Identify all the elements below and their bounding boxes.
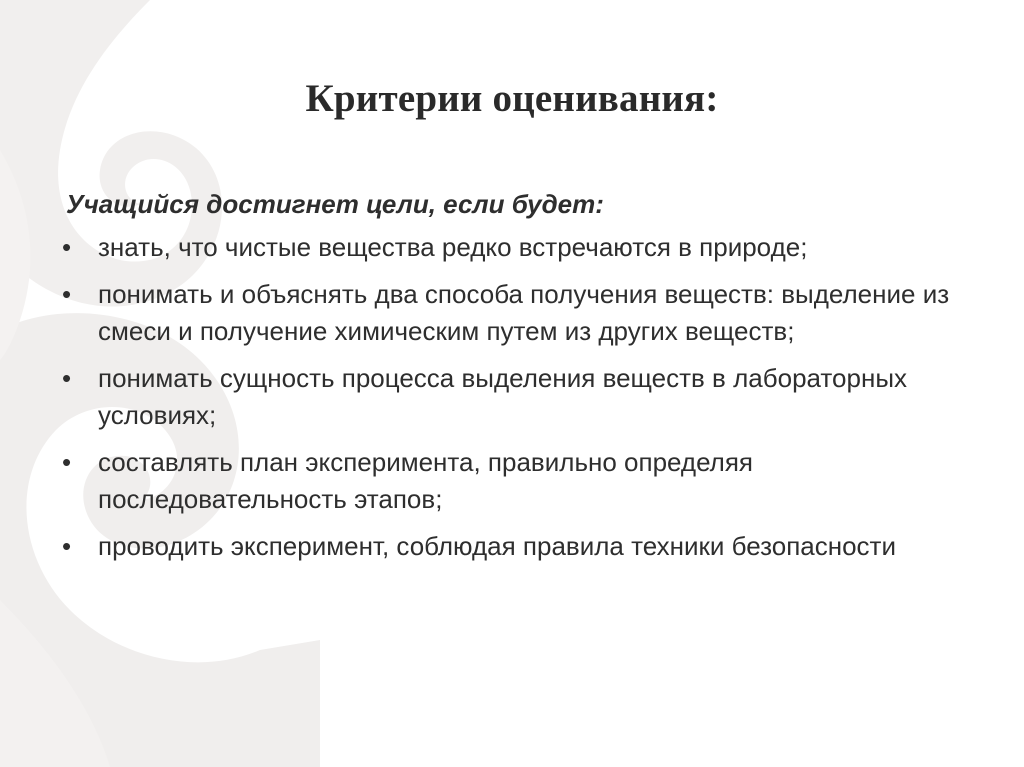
- list-item: • знать, что чистые вещества редко встречаются в природе;: [66, 229, 966, 266]
- list-item: • составлять план эксперимента, правильно определяя последовательность этапов;: [66, 444, 966, 518]
- list-item: • проводить эксперимент, соблюдая правила техники безопасности: [66, 528, 966, 565]
- list-item: • понимать сущность процесса выделения веществ в лабораторных условиях;: [66, 360, 966, 434]
- intro-text: Учащийся достигнет цели, если будет:: [66, 189, 604, 219]
- slide-content: [66, 186, 966, 575]
- list-item: • понимать и объяснять два способа получения веществ: выделение из смеси и получение химическим путем из других веществ;: [66, 276, 966, 350]
- slide-title: Критерии оценивания:: [305, 77, 719, 120]
- criteria-list: [66, 229, 966, 565]
